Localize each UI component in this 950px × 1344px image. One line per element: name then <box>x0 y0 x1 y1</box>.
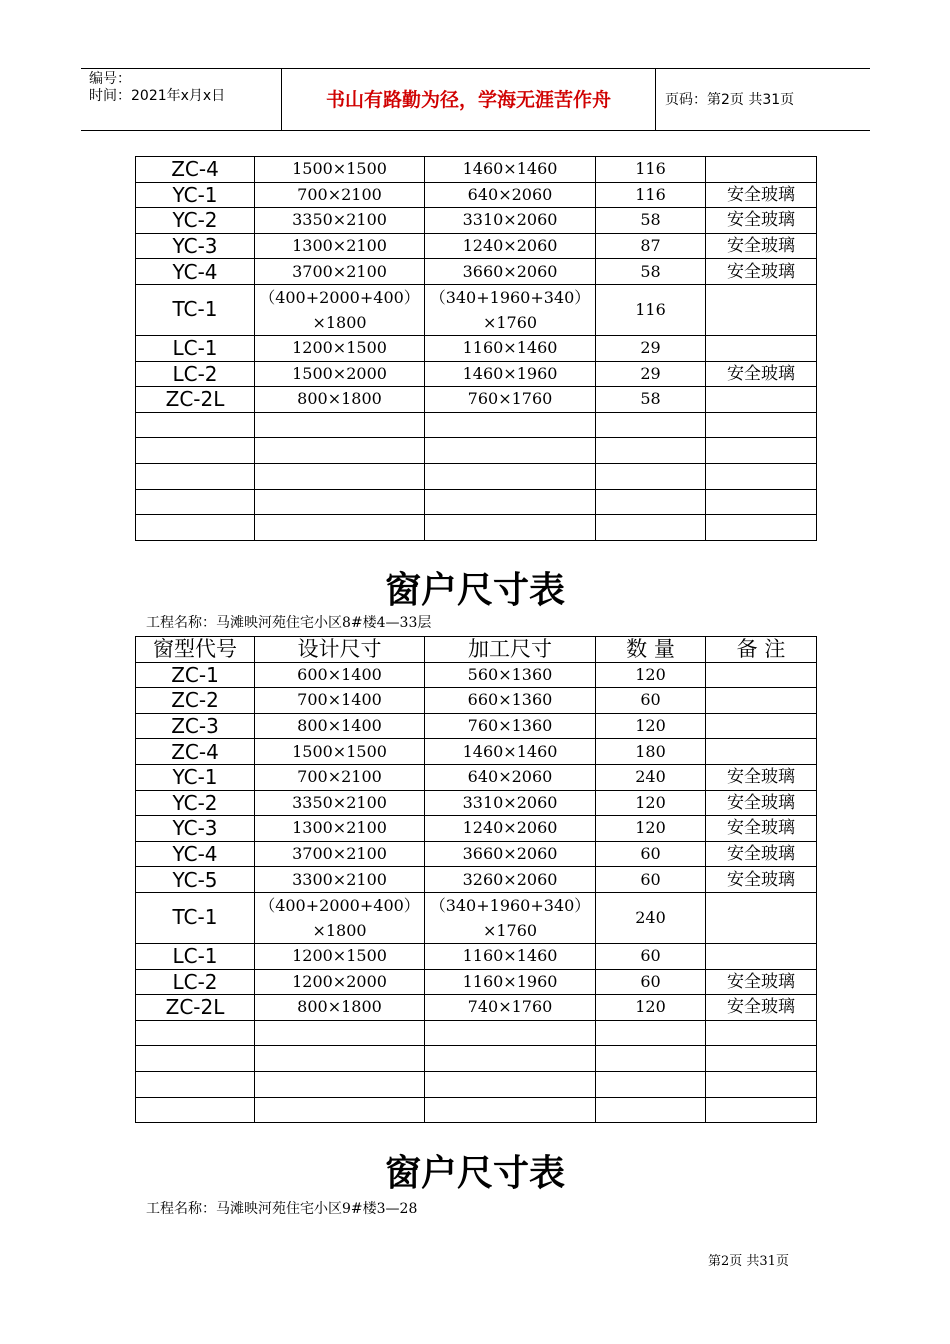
section-title: 窗户尺寸表 <box>384 570 565 611</box>
header-motto: 书山有路勤为径，学海无涯苦作舟 <box>325 89 611 111</box>
empty-cell <box>255 1046 425 1072</box>
empty-cell <box>136 1020 255 1046</box>
table-row <box>136 943 817 969</box>
empty-cell <box>596 438 706 464</box>
empty-cell <box>425 412 596 438</box>
empty-cell <box>596 1097 706 1123</box>
cell-qty: 58 <box>596 387 706 413</box>
table-row <box>136 995 817 1021</box>
cell-note <box>706 943 817 969</box>
cell-qty: 58 <box>596 208 706 234</box>
cell-qty: 120 <box>596 713 706 739</box>
cell-note: 安全玻璃 <box>706 867 817 893</box>
cell-note: 安全玻璃 <box>706 841 817 867</box>
header-meta <box>89 71 225 105</box>
cell-design: 1200×1500 <box>255 943 425 969</box>
empty-cell <box>425 1071 596 1097</box>
cell-design: 3350×2100 <box>255 208 425 234</box>
table-row <box>136 841 817 867</box>
empty-cell <box>136 1046 255 1072</box>
cell-design: 1300×2100 <box>255 233 425 259</box>
cell-code: ZC-4 <box>136 157 255 183</box>
cell-process: 760×1760 <box>425 387 596 413</box>
empty-cell <box>255 489 425 515</box>
cell-code: YC-1 <box>136 182 255 208</box>
empty-cell <box>425 1046 596 1072</box>
cell-note <box>706 688 817 714</box>
cell-note <box>706 387 817 413</box>
cell-process: 3660×2060 <box>425 841 596 867</box>
empty-cell <box>706 489 817 515</box>
empty-cell <box>706 1097 817 1123</box>
table-row <box>136 335 817 361</box>
cell-qty: 116 <box>596 284 706 335</box>
section-title: 窗户尺寸表 <box>384 1153 565 1194</box>
cell-code: ZC-2L <box>136 387 255 413</box>
window-table-building-8 <box>135 636 817 1123</box>
cell-qty: 60 <box>596 841 706 867</box>
cell-design: 3350×2100 <box>255 790 425 816</box>
cell-process: 1160×1460 <box>425 943 596 969</box>
table-row <box>136 816 817 842</box>
cell-design: 1200×1500 <box>255 335 425 361</box>
cell-note: 安全玻璃 <box>706 182 817 208</box>
table-row <box>136 739 817 765</box>
cell-code: LC-2 <box>136 969 255 995</box>
cell-note: 安全玻璃 <box>706 233 817 259</box>
cell-qty: 116 <box>596 157 706 183</box>
empty-cell <box>136 515 255 541</box>
empty-cell <box>425 489 596 515</box>
window-table-continued <box>135 156 817 541</box>
cell-code: ZC-3 <box>136 713 255 739</box>
header-qty: 数 量 <box>596 637 706 663</box>
empty-cell <box>425 438 596 464</box>
cell-code: ZC-2 <box>136 688 255 714</box>
cell-code: YC-5 <box>136 867 255 893</box>
cell-process: 1240×2060 <box>425 816 596 842</box>
cell-design: （400+2000+400）×1800 <box>255 892 425 943</box>
page-footer: 第2页 共31页 <box>708 1254 789 1269</box>
table-row <box>136 790 817 816</box>
table-row <box>136 662 817 688</box>
cell-note <box>706 157 817 183</box>
empty-cell <box>596 1071 706 1097</box>
cell-design: 600×1400 <box>255 662 425 688</box>
empty-row <box>136 1020 817 1046</box>
cell-qty: 60 <box>596 867 706 893</box>
cell-code: YC-3 <box>136 233 255 259</box>
project-name: 工程名称：马滩映河苑住宅小区9#楼3—28 <box>146 1201 418 1217</box>
cell-design: 3700×2100 <box>255 841 425 867</box>
empty-cell <box>136 1071 255 1097</box>
cell-qty: 120 <box>596 816 706 842</box>
cell-code: TC-1 <box>136 284 255 335</box>
cell-qty: 120 <box>596 790 706 816</box>
cell-process: 760×1360 <box>425 713 596 739</box>
cell-note: 安全玻璃 <box>706 764 817 790</box>
empty-cell <box>596 1046 706 1072</box>
cell-note: 安全玻璃 <box>706 208 817 234</box>
number-label: 编号： <box>89 71 131 87</box>
table-row <box>136 969 817 995</box>
table-row <box>136 764 817 790</box>
cell-code: LC-1 <box>136 335 255 361</box>
cell-code: YC-2 <box>136 790 255 816</box>
empty-row <box>136 1046 817 1072</box>
empty-cell <box>596 515 706 541</box>
empty-cell <box>706 412 817 438</box>
empty-row <box>136 412 817 438</box>
empty-cell <box>596 1020 706 1046</box>
table-row <box>136 713 817 739</box>
empty-cell <box>255 1071 425 1097</box>
empty-cell <box>255 1020 425 1046</box>
table-row <box>136 688 817 714</box>
cell-process: 1240×2060 <box>425 233 596 259</box>
table-row <box>136 182 817 208</box>
empty-cell <box>136 489 255 515</box>
cell-process: 1460×1960 <box>425 361 596 387</box>
cell-note <box>706 662 817 688</box>
cell-code: YC-2 <box>136 208 255 234</box>
cell-note: 安全玻璃 <box>706 259 817 285</box>
cell-design: 700×2100 <box>255 764 425 790</box>
cell-qty: 240 <box>596 764 706 790</box>
cell-design: 3700×2100 <box>255 259 425 285</box>
empty-cell <box>596 489 706 515</box>
cell-process: 3660×2060 <box>425 259 596 285</box>
empty-row <box>136 438 817 464</box>
table-row <box>136 157 817 183</box>
cell-qty: 120 <box>596 995 706 1021</box>
empty-row <box>136 489 817 515</box>
header-note: 备 注 <box>706 637 817 663</box>
cell-code: ZC-1 <box>136 662 255 688</box>
table-row <box>136 233 817 259</box>
empty-cell <box>425 463 596 489</box>
cell-qty: 29 <box>596 361 706 387</box>
cell-qty: 60 <box>596 943 706 969</box>
table-header-row <box>136 637 817 663</box>
cell-design: 1500×2000 <box>255 361 425 387</box>
header-design: 设计尺寸 <box>255 637 425 663</box>
cell-process: 3260×2060 <box>425 867 596 893</box>
cell-design: 1500×1500 <box>255 157 425 183</box>
cell-process: （340+1960+340）×1760 <box>425 284 596 335</box>
page-header <box>81 68 870 131</box>
cell-code: LC-1 <box>136 943 255 969</box>
header-divider <box>655 69 656 130</box>
cell-note: 安全玻璃 <box>706 816 817 842</box>
empty-cell <box>706 1071 817 1097</box>
cell-note <box>706 739 817 765</box>
cell-qty: 60 <box>596 969 706 995</box>
cell-qty: 240 <box>596 892 706 943</box>
cell-process: 1460×1460 <box>425 739 596 765</box>
empty-cell <box>136 438 255 464</box>
cell-design: 1500×1500 <box>255 739 425 765</box>
cell-process: 660×1360 <box>425 688 596 714</box>
cell-note <box>706 713 817 739</box>
cell-code: YC-4 <box>136 259 255 285</box>
empty-cell <box>706 438 817 464</box>
empty-row <box>136 515 817 541</box>
empty-cell <box>136 463 255 489</box>
cell-design: 1300×2100 <box>255 816 425 842</box>
cell-process: 3310×2060 <box>425 208 596 234</box>
cell-code: YC-3 <box>136 816 255 842</box>
empty-cell <box>255 463 425 489</box>
empty-cell <box>255 515 425 541</box>
cell-process: 1160×1960 <box>425 969 596 995</box>
cell-note <box>706 284 817 335</box>
cell-design: 3300×2100 <box>255 867 425 893</box>
cell-process: 740×1760 <box>425 995 596 1021</box>
cell-design: 800×1400 <box>255 713 425 739</box>
cell-qty: 29 <box>596 335 706 361</box>
empty-cell <box>706 463 817 489</box>
table-row <box>136 387 817 413</box>
cell-code: YC-4 <box>136 841 255 867</box>
cell-qty: 58 <box>596 259 706 285</box>
cell-code: YC-1 <box>136 764 255 790</box>
cell-code: ZC-4 <box>136 739 255 765</box>
table-row <box>136 208 817 234</box>
cell-qty: 60 <box>596 688 706 714</box>
table-row <box>136 259 817 285</box>
table-row <box>136 361 817 387</box>
cell-note: 安全玻璃 <box>706 361 817 387</box>
cell-qty: 87 <box>596 233 706 259</box>
header-process: 加工尺寸 <box>425 637 596 663</box>
table-row <box>136 892 817 943</box>
empty-cell <box>706 515 817 541</box>
empty-cell <box>136 412 255 438</box>
cell-process: 640×2060 <box>425 764 596 790</box>
empty-row <box>136 1071 817 1097</box>
empty-cell <box>255 1097 425 1123</box>
table-row <box>136 284 817 335</box>
empty-cell <box>425 1097 596 1123</box>
cell-process: 3310×2060 <box>425 790 596 816</box>
empty-cell <box>706 1020 817 1046</box>
empty-cell <box>255 412 425 438</box>
cell-design: 800×1800 <box>255 995 425 1021</box>
empty-cell <box>425 1020 596 1046</box>
empty-cell <box>136 1097 255 1123</box>
header-code: 窗型代号 <box>136 637 255 663</box>
header-page-info: 页码：第2页 共31页 <box>665 92 795 108</box>
cell-note: 安全玻璃 <box>706 995 817 1021</box>
empty-cell <box>596 463 706 489</box>
table-row <box>136 867 817 893</box>
cell-process: 640×2060 <box>425 182 596 208</box>
empty-cell <box>255 438 425 464</box>
cell-design: 800×1800 <box>255 387 425 413</box>
cell-design: （400+2000+400）×1800 <box>255 284 425 335</box>
cell-note <box>706 892 817 943</box>
empty-cell <box>425 515 596 541</box>
project-name: 工程名称：马滩映河苑住宅小区8#楼4—33层 <box>146 615 432 631</box>
empty-row <box>136 1097 817 1123</box>
cell-note: 安全玻璃 <box>706 969 817 995</box>
cell-process: 560×1360 <box>425 662 596 688</box>
cell-qty: 180 <box>596 739 706 765</box>
cell-note: 安全玻璃 <box>706 790 817 816</box>
cell-qty: 120 <box>596 662 706 688</box>
cell-note <box>706 335 817 361</box>
cell-code: ZC-2L <box>136 995 255 1021</box>
cell-process: 1160×1460 <box>425 335 596 361</box>
cell-design: 700×1400 <box>255 688 425 714</box>
time-label: 时间：2021年x月x日 <box>89 88 226 104</box>
empty-cell <box>706 1046 817 1072</box>
cell-code: TC-1 <box>136 892 255 943</box>
cell-code: LC-2 <box>136 361 255 387</box>
cell-qty: 116 <box>596 182 706 208</box>
empty-row <box>136 463 817 489</box>
cell-design: 700×2100 <box>255 182 425 208</box>
cell-design: 1200×2000 <box>255 969 425 995</box>
cell-process: （340+1960+340）×1760 <box>425 892 596 943</box>
empty-cell <box>596 412 706 438</box>
cell-process: 1460×1460 <box>425 157 596 183</box>
